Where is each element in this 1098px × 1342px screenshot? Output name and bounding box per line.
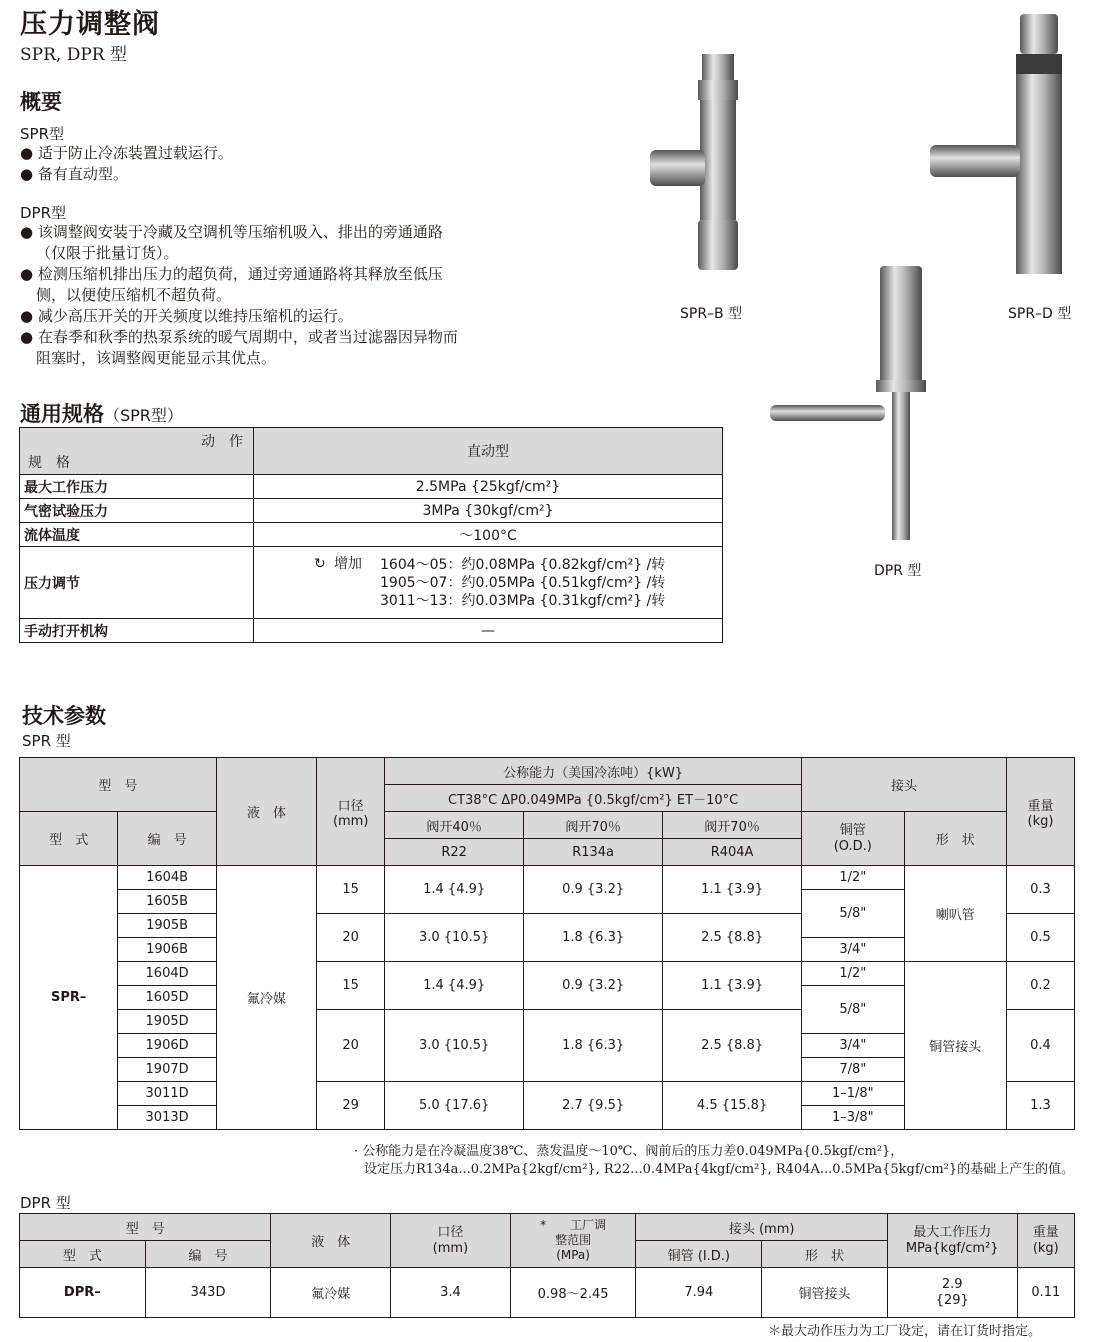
- table-cell: 1.1 {3.9}: [663, 962, 802, 1010]
- table-cell: 343D: [145, 1268, 271, 1318]
- table-cell: 1905B: [118, 914, 216, 938]
- table-cell: 液 体: [216, 758, 316, 866]
- table-cell: 5.0 {17.6}: [385, 1082, 524, 1130]
- table-cell: 铜管接头: [904, 962, 1006, 1130]
- table-cell: 1.4 {4.9}: [385, 866, 524, 914]
- page-title: 压力调整阀: [20, 9, 160, 40]
- table-cell: 1906D: [118, 1034, 216, 1058]
- table-cell: R404A: [663, 839, 802, 866]
- table-cell: 3.4: [391, 1268, 511, 1318]
- table-cell: 3/4": [802, 1034, 904, 1058]
- table-cell: 型 式: [20, 1241, 146, 1268]
- table-cell: 7.94: [636, 1268, 762, 1318]
- spr-tech-table: [19, 757, 1075, 1130]
- table-cell: 型 号: [20, 758, 217, 812]
- table-cell: 2.5 {8.8}: [663, 1010, 802, 1082]
- table-cell: 公称能力（美国冷冻吨）{kW}: [385, 758, 802, 785]
- dpr-tech-table: [19, 1213, 1075, 1318]
- tech-heading: 技术参数: [22, 704, 106, 728]
- table-cell: 3/4": [802, 938, 904, 962]
- table-cell: 重量 (kg): [1017, 1214, 1074, 1268]
- table-cell: 15: [317, 866, 385, 914]
- table-cell: 1605B: [118, 890, 216, 914]
- page-subtitle: SPR, DPR 型: [20, 45, 127, 65]
- table-cell: 1.3: [1006, 1082, 1074, 1130]
- table-cell: 1–3/8": [802, 1106, 904, 1130]
- table-cell: R22: [385, 839, 524, 866]
- table-cell: ～100°C: [254, 523, 723, 547]
- table-cell: 0.5: [1006, 914, 1074, 962]
- table-cell: 阀开40％: [385, 812, 524, 839]
- table-cell: 20: [317, 914, 385, 962]
- tech-spr-label: SPR 型: [22, 732, 71, 750]
- dpr-caption: DPR 型: [874, 563, 922, 579]
- table-cell: 型 式: [20, 812, 118, 866]
- table-cell: 重量 (kg): [1006, 758, 1074, 866]
- table-cell: 0.4: [1006, 1010, 1074, 1082]
- table-cell: 1/2": [802, 962, 904, 986]
- table-cell: 0.9 {3.2}: [524, 866, 663, 914]
- table-cell: 氟冷媒: [271, 1268, 391, 1318]
- table-cell: ↻ 增加 1604～05：约0.08MPa {0.82kgf/cm²} /转 1905～07：约0.05MPa {0.51kgf/cm²} /转 3011～13：约0.03MPa {0.31kgf/cm²} /转: [254, 547, 723, 619]
- general-spec-heading: 通用规格（SPR型）: [20, 402, 183, 426]
- list-item: ● 在春季和秋季的热泵系统的暖气周期中，或者当过滤器因异物而阻塞时，该调整阀更能显示其优点。: [20, 328, 458, 367]
- table-cell: 5/8": [802, 986, 904, 1034]
- table-cell: 1604B: [118, 866, 216, 890]
- table-cell: 3MPa {30kgf/cm²}: [254, 499, 723, 523]
- table-cell: 0.9 {3.2}: [524, 962, 663, 1010]
- dpr-table-label: DPR 型: [20, 1194, 71, 1212]
- table-cell: 编 号: [145, 1241, 271, 1268]
- spr-b-valve-image: [650, 54, 738, 270]
- table-cell: 最大工作压力: [20, 475, 254, 499]
- corner-cell: 动 作 规 格: [20, 428, 254, 475]
- table-cell: R134a: [524, 839, 663, 866]
- table-cell: 1906B: [118, 938, 216, 962]
- table-cell: 1605D: [118, 986, 216, 1010]
- table-cell: 铜管 (I.D.): [636, 1241, 762, 1268]
- clockwise-icon: ↻: [314, 556, 326, 572]
- table-cell: 0.98～2.45: [510, 1268, 636, 1318]
- capacity-note-1: · 公称能力是在冷凝温度38℃、蒸发温度～10℃、阀前后的压力差0.049MPa{0.5kgf/cm²}，: [354, 1144, 904, 1159]
- spr-d-caption: SPR–D 型: [1008, 306, 1072, 322]
- list-item: ● 备有直动型。: [20, 165, 128, 183]
- table-cell: 铜管接头: [762, 1268, 888, 1318]
- table-cell: 2.5 {8.8}: [663, 914, 802, 962]
- table-cell: 形 状: [762, 1241, 888, 1268]
- table-cell: 1–1/8": [802, 1082, 904, 1106]
- list-item: ● 检测压缩机排出压力的超负荷，通过旁通通路将其释放至低压侧，以便使压缩机不超负荷。: [20, 265, 443, 304]
- spr-bullets: [20, 143, 480, 185]
- table-cell: 液 体: [271, 1214, 391, 1268]
- table-cell: 20: [317, 1010, 385, 1082]
- table-cell: 流体温度: [20, 523, 254, 547]
- table-cell: 接头: [802, 758, 1007, 812]
- table-cell: SPR–: [20, 866, 118, 1130]
- table-cell: 3011D: [118, 1082, 216, 1106]
- table-cell: 口径 (mm): [391, 1214, 511, 1268]
- table-cell: 2.5MPa {25kgf/cm²}: [254, 475, 723, 499]
- table-cell: 口径 (mm): [317, 758, 385, 866]
- table-cell: 29: [317, 1082, 385, 1130]
- dpr-label: DPR型: [20, 204, 67, 222]
- spr-b-caption: SPR–B 型: [680, 306, 743, 322]
- table-cell: 阀开70％: [524, 812, 663, 839]
- spr-label: SPR型: [20, 125, 64, 143]
- table-cell: 3013D: [118, 1106, 216, 1130]
- table-cell: 1.8 {6.3}: [524, 1010, 663, 1082]
- table-cell: 2.9 {29}: [887, 1268, 1017, 1318]
- table-cell: 3.0 {10.5}: [385, 1010, 524, 1082]
- table-cell: 接头 (mm): [636, 1214, 887, 1241]
- dpr-footnote: ＊最大动作压力为工厂设定，请在订货时指定。: [768, 1324, 1042, 1339]
- table-cell: 压力调节: [20, 547, 254, 619]
- table-cell: 1/2": [802, 866, 904, 890]
- table-cell: 3.0 {10.5}: [385, 914, 524, 962]
- table-cell: 1.4 {4.9}: [385, 962, 524, 1010]
- table-cell: 5/8": [802, 890, 904, 938]
- capacity-note-2: 设定压力R134a...0.2MPa{2kgf/cm²}, R22...0.4MPa{4kgf/cm²}, R404A...0.5MPa{5kgf/cm²}的基础上产生的值。: [364, 1162, 1075, 1177]
- table-cell: 铜管 (O.D.): [802, 812, 904, 866]
- table-cell: 喇叭管: [904, 866, 1006, 962]
- table-cell: 氟冷媒: [216, 866, 316, 1130]
- table-cell: 气密试验压力: [20, 499, 254, 523]
- table-cell: 1905D: [118, 1010, 216, 1034]
- table-cell: 1.8 {6.3}: [524, 914, 663, 962]
- table-cell: 阀开70％: [663, 812, 802, 839]
- dpr-valve-image: [770, 266, 926, 540]
- table-cell: 1907D: [118, 1058, 216, 1082]
- list-item: ● 该调整阀安装于冷藏及空调机等压缩机吸入、排出的旁通通路（仅限于批量订货）。: [20, 223, 443, 262]
- list-item: ● 减少高压开关的开关频度以维持压缩机的运行。: [20, 307, 353, 325]
- table-cell: 0.2: [1006, 962, 1074, 1010]
- list-item: ● 适于防止冷冻装置过载运行。: [20, 144, 233, 162]
- table-cell: 1604D: [118, 962, 216, 986]
- table-cell: 1.1 {3.9}: [663, 866, 802, 914]
- table-cell: 最大工作压力 MPa{kgf/cm²}: [887, 1214, 1017, 1268]
- dpr-bullets: [20, 222, 472, 369]
- spr-d-valve-image: [930, 14, 1062, 274]
- table-cell: 2.7 {9.5}: [524, 1082, 663, 1130]
- table-cell: 4.5 {15.8}: [663, 1082, 802, 1130]
- col-header: 直动型: [254, 428, 723, 475]
- table-cell: * 工厂调 整范围 (MPa): [510, 1214, 636, 1268]
- table-cell: 0.11: [1017, 1268, 1074, 1318]
- table-cell: 0.3: [1006, 866, 1074, 914]
- table-cell: CT38°C ΔP0.049MPa {0.5kgf/cm²} ET－10°C: [385, 785, 802, 812]
- table-cell: 15: [317, 962, 385, 1010]
- table-cell: 形 状: [904, 812, 1006, 866]
- table-cell: 编 号: [118, 812, 216, 866]
- table-cell: 7/8": [802, 1058, 904, 1082]
- overview-heading: 概要: [20, 90, 62, 114]
- table-cell: 手动打开机构: [20, 619, 254, 643]
- table-cell: DPR–: [20, 1268, 146, 1318]
- table-cell: 型 号: [20, 1214, 271, 1241]
- general-spec-table: [19, 427, 723, 643]
- table-cell: —: [254, 619, 723, 643]
